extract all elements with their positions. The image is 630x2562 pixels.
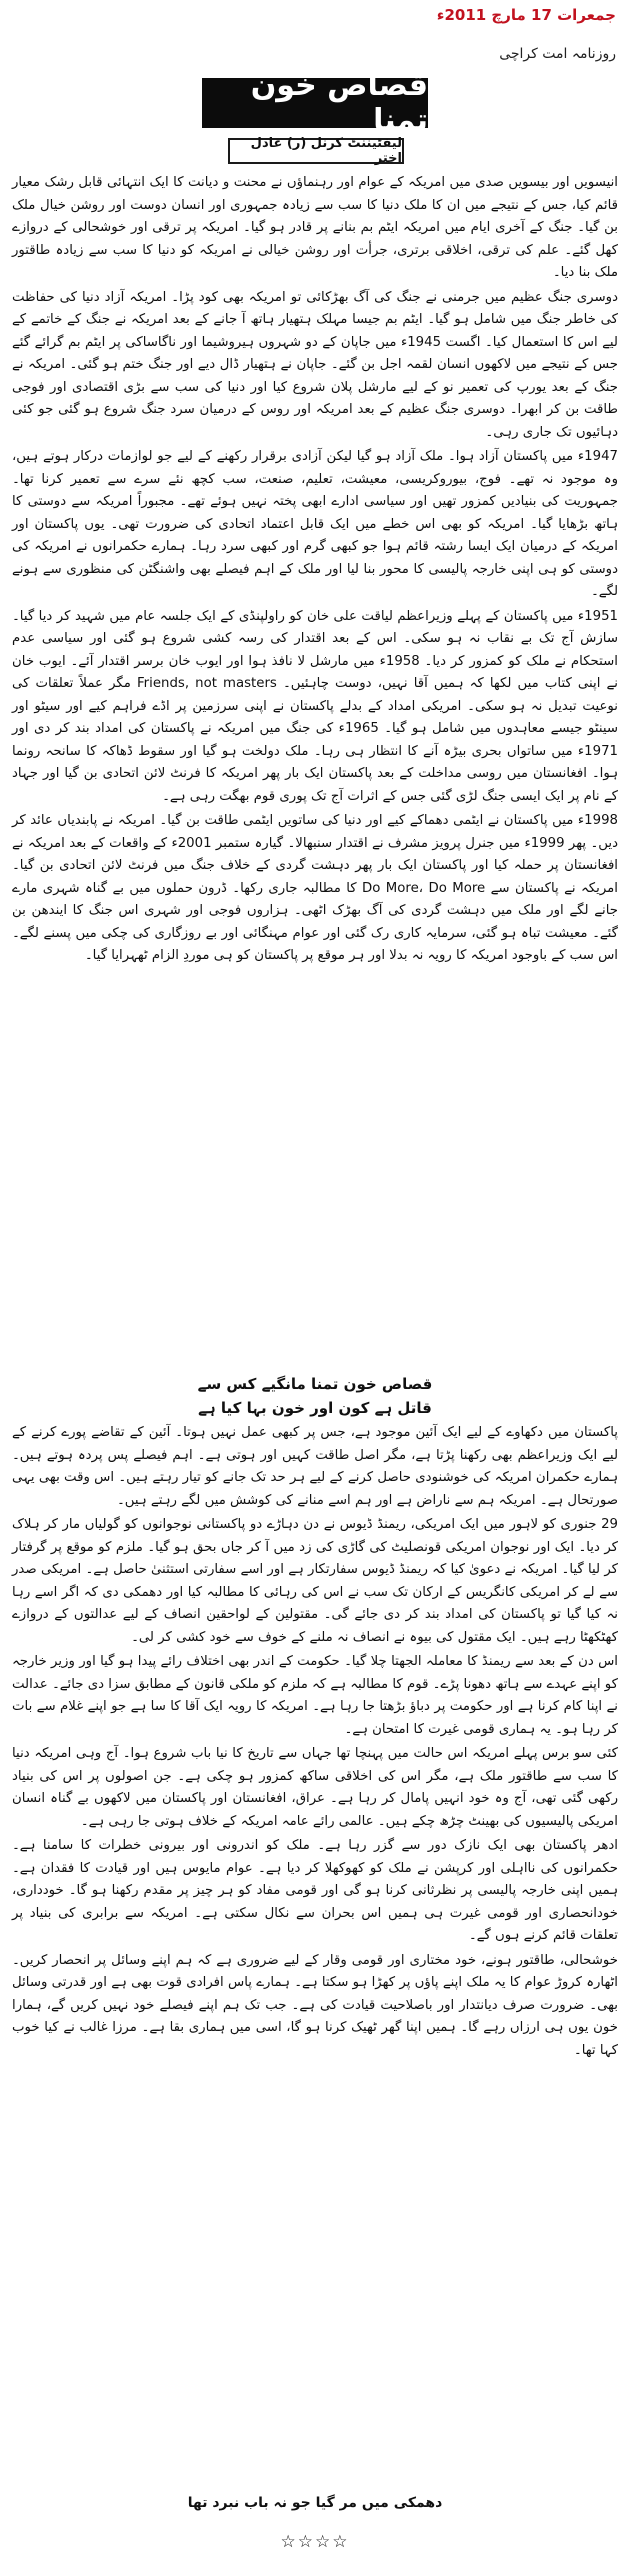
paragraph: کئی سو برس پہلے امریکہ اس حالت میں پہنچا تھا جہاں سے تاریخ کا نیا باب شروع ہوا۔ آج وہی امریکہ دنیا کا سب سے طاقتور ملک ہے، مگر اس کی اخلاقی ساکھ کمزور ہو چکی ہے۔ جن اصولوں پر اس کی بنیاد رکھی گئی تھی، آج وہ خود انہیں پامال کر رہا ہے۔ عراق، افغانستان اور پاکستان میں لاکھوں بے گناہ انسان امریکی پالیسیوں کی بھینٹ چڑھ چکے ہیں۔ عالمی رائے عامہ امریکہ کے خلاف ہوتی جا رہی ہے۔: [12, 1746, 618, 1829]
couplet-line-1: قصاص خون تمنا مانگیے کس سے: [197, 1375, 433, 1393]
newspaper-source: روزنامہ امت کراچی: [499, 46, 616, 62]
end-stars: ☆☆☆☆: [280, 2532, 350, 2552]
publication-date: جمعرات 17 مارچ 2011ء: [436, 6, 616, 24]
paragraph: اس دن کے بعد سے ریمنڈ کا معاملہ الجھتا چلا گیا۔ حکومت کے اندر بھی اختلاف رائے پیدا ہو گیا اور وزیر خارجہ کو اپنے عہدے سے ہاتھ دھونا پڑے۔ قوم کا مطالبہ ہے کہ ملزم کو ملکی قانون کے مطابق سزا دی جائے۔ عدالت نے اپنا کام کرنا ہے اور حکومت پر دباؤ بڑھتا جا رہا ہے۔ امریکہ کا رویہ ایک آقا کا سا ہے جو اپنے غلام سے بات کر رہا ہو۔ یہ ہماری قومی غیرت کا امتحان ہے۔: [12, 1654, 618, 1737]
paragraph: ادھر پاکستان بھی ایک نازک دور سے گزر رہا ہے۔ ملک کو اندرونی اور بیرونی خطرات کا سامنا ہے۔ حکمرانوں کی نااہلی اور کرپشن نے ملک کو کھوکھلا کر دیا ہے۔ عوام مایوس ہیں اور قیادت کا فقدان ہے۔ ہمیں اپنی خارجہ پالیسی پر نظرثانی کرنا ہو گی اور قومی مفاد کو ہر چیز پر مقدم رکھنا ہو گا۔ خودداری، خودانحصاری اور قومی غیرت ہی ہمیں اس بحران سے نکال سکتی ہے۔ امریکہ سے برابری کی بنیاد پر تعلقات قائم کرنے ہوں گے۔: [12, 1838, 618, 1943]
closing-couplet: دھمکی میں مر گیا جو نہ باب نبرد تھا: [187, 2495, 443, 2511]
article-author: [228, 138, 404, 164]
paragraph: دوسری جنگ عظیم میں جرمنی نے جنگ کی آگ بھڑکائی تو امریکہ بھی کود پڑا۔ امریکہ آزاد دنیا کی حفاظت کی خاطر جنگ میں شامل ہو گیا۔ ایٹم بم جیسا مہلک ہتھیار ہاتھ آ جانے کے بعد امریکہ نے جنگ کے خاتمے کے لیے اس کا استعمال کیا۔ اگست 1945ء میں جاپان کے دو شہروں ہیروشیما اور ناگاساکی پر ایٹم بم گرائے گئے جس کے نتیجے میں لاکھوں انسان لقمہ اجل بن گئے۔ جاپان نے ہتھیار ڈال دیے اور جنگ ختم ہو گئی۔ امریکہ نے جنگ کے بعد یورپ کی تعمیر نو کے لیے مارشل پلان شروع کیا اور دنیا کی سب سے بڑی اقتصادی اور فوجی طاقت بن کر ابھرا۔ دوسری جنگ عظیم کے بعد امریکہ اور روس کے درمیان سرد جنگ شروع ہو گئی جو کئی دہائیوں تک جاری رہی۔: [12, 289, 618, 440]
paragraph: 1998ء میں پاکستان نے ایٹمی دھماکے کیے اور دنیا کی ساتویں ایٹمی طاقت بن گیا۔ امریکہ نے پابندیاں عائد کر دیں۔ پھر 1999ء میں جنرل پرویز مشرف نے اقتدار سنبھالا۔ گیارہ ستمبر 2001ء کے واقعات کے بعد امریکہ نے افغانستان پر حملہ کیا اور پاکستان ایک بار پھر دہشت گردی کے خلاف جنگ میں فرنٹ لائن اتحادی بن گیا۔ امریکہ نے پاکستان سے Do More، Do More کا مطالبہ جاری رکھا۔ ڈرون حملوں میں بے گناہ شہری مارے جانے لگے اور ملک میں دہشت گردی کی آگ بھڑک اٹھی۔ ہزاروں فوجی اور شہری اس جنگ کا ایندھن بن گئے۔ معیشت تباہ ہو گئی، سرمایہ کاری رک گئی اور عوام مہنگائی اور بے روزگاری کی چکی میں پسنے لگے۔ اس سب کے باوجود امریکہ کا رویہ نہ بدلا اور ہر موقع پر پاکستان کو ہی موردِ الزام ٹھہرایا گیا۔: [12, 813, 618, 963]
paragraph: خوشحالی، طاقتور ہونے، خود مختاری اور قومی وقار کے لیے ضروری ہے کہ ہم اپنے وسائل پر انحصار کریں۔ اٹھارہ کروڑ عوام کا یہ ملک اپنے پاؤں پر کھڑا ہو سکتا ہے۔ ہمارے پاس افرادی قوت بھی ہے اور قدرتی وسائل بھی۔ ضرورت صرف دیانتدار اور باصلاحیت قیادت کی ہے۔ جب تک ہم اپنے فیصلے خود نہیں کریں گے، ہمارا خون یوں ہی ارزاں رہے گا۔ ہمیں اپنا گھر ٹھیک کرنا ہو گا، اسی میں ہماری بقا ہے۔ مرزا غالب نے کیا خوب کہا تھا۔: [12, 1952, 618, 2058]
article-title-text: قصاص خون تمنا: [250, 68, 428, 138]
couplet-line-2: قاتل ہے کون اور خون بہا کیا ہے: [198, 1399, 432, 1417]
article-body-part1: [12, 172, 618, 970]
article-author-text: لیفٹیننٹ کرنل (ر) عادل اختر: [250, 136, 402, 166]
article-title: [202, 68, 428, 138]
paragraph: پاکستان میں دکھاوے کے لیے ایک آئین موجود ہے، جس پر کبھی عمل نہیں ہوتا۔ آئین کے تقاضے پورے کرنے کے لیے ایک وزیراعظم بھی رکھنا پڑتا ہے، مگر اصل طاقت کہیں اور ہوتی ہے۔ اہم فیصلے پس پردہ ہوتے ہیں۔ ہمارے حکمران امریکہ کی خوشنودی حاصل کرنے کے لیے ہر حد تک جانے کو تیار رہتے ہیں۔ اس وقت بھی یہی صورتحال ہے۔ امریکہ ہم سے ناراض ہے اور ہم اسے منانے کی کوشش میں لگے رہتے ہیں۔: [12, 1425, 618, 1508]
poetry-couplet: [80, 1372, 550, 1420]
article-body-part2: [12, 1422, 618, 2064]
paragraph: 29 جنوری کو لاہور میں ایک امریکی، ریمنڈ ڈیوس نے دن دہاڑے دو پاکستانی نوجوانوں کو گولیاں مار کر ہلاک کر دیا۔ ایک اور نوجوان امریکی قونصلیٹ کی گاڑی کی زد میں آ کر جاں بحق ہو گیا۔ ملزم کو موقع پر گرفتار کر لیا گیا۔ امریکہ نے دعویٰ کیا کہ ریمنڈ ڈیوس سفارتکار ہے اور اسے سفارتی استثنیٰ حاصل ہے۔ امریکی صدر سے لے کر امریکی کانگریس کے ارکان تک سب نے اس کی رہائی کا مطالبہ کیا اور دھمکی دی کہ اگر اسے رہا نہ کیا گیا تو پاکستان کی امداد بند کر دی جائے گی۔ مقتولین کے لواحقین انصاف کے لیے عدالتوں کے دروازے کھٹکھٹا رہے ہیں۔ ایک مقتول کی بیوہ نے انصاف نہ ملنے کے خوف سے خود کشی کر لی۔: [12, 1517, 618, 1645]
paragraph: 1951ء میں پاکستان کے پہلے وزیراعظم لیاقت علی خان کو راولپنڈی کے ایک جلسہ عام میں شہید کر دیا گیا۔ سازش آج تک بے نقاب نہ ہو سکی۔ اس کے بعد اقتدار کی رسہ کشی شروع ہو گئی اور سیاسی عدم استحکام نے ملک کو کمزور کر دیا۔ 1958ء میں مارشل لا نافذ ہوا اور ایوب خان برسر اقتدار آئے۔ ایوب خان نے اپنی کتاب میں لکھا کہ ہمیں آقا نہیں، دوست چاہئیں۔ Friends, not masters مگر عملاً تعلقات کی نوعیت تبدیل نہ ہو سکی۔ امریکی امداد کے بدلے پاکستان نے اپنی سرزمین پر اڈے فراہم کیے اور سیٹو اور سینٹو جیسے معاہدوں میں شامل ہو گیا۔ 1965ء کی جنگ میں امریکہ نے پاکستان کی امداد بند کر دی اور 1971ء میں ساتواں بحری بیڑہ آنے کا انتظار ہی رہا۔ ملک دولخت ہو گیا اور سقوط ڈھاکہ کا سانحہ رونما ہوا۔ افغانستان میں روسی مداخلت کے بعد پاکستان ایک بار پھر امریکہ کا فرنٹ لائن اتحادی بن گیا اور جہاد کے نام پر ایک ایسی جنگ لڑی گئی جس کے اثرات آج تک پوری قوم بھگت رہی ہے۔: [12, 608, 618, 804]
paragraph: انیسویں اور بیسویں صدی میں امریکہ کے عوام اور رہنماؤں نے محنت و دیانت کا ایک انتہائی قابل رشک معیار قائم کیا، جس کے نتیجے میں ان کا ملک دنیا کا سب سے زیادہ جمہوری اور انسان دوست اور روشن خیال ملک بن گیا۔ جنگ کے آخری ایام میں امریکہ ایٹم بم بنانے پر قادر ہو گیا۔ امریکہ پر ترقی اور خوشحالی کے دروازے کھل گئے۔ علم کی ترقی، اخلاقی برتری، جرأت اور روشن خیالی نے امریکہ کو دنیا کا سب سے زیادہ طاقتور ملک بنا دیا۔: [12, 175, 618, 280]
paragraph: 1947ء میں پاکستان آزاد ہوا۔ ملک آزاد ہو گیا لیکن آزادی برقرار رکھنے کے لیے جو لوازمات درکار ہوتے ہیں، وہ موجود نہ تھے۔ فوج، بیوروکریسی، معیشت، تعلیم، صنعت، سب کچھ نئے سرے سے تعمیر کرنا تھا۔ جمہوریت کی بنیادیں کمزور تھیں اور سیاسی ادارے ابھی پختہ نہیں ہوئے تھے۔ مجبوراً امریکہ سے دوستی کا ہاتھ بڑھایا گیا۔ امریکہ کو بھی اس خطے میں ایک قابل اعتماد اتحادی کی ضرورت تھی۔ یوں پاکستان اور امریکہ کے درمیان ایک ایسا رشتہ قائم ہوا جو کبھی گرم اور کبھی سرد رہا۔ ہمارے حکمرانوں نے امریکہ کی دوستی کو ہی اپنی خارجہ پالیسی کا محور بنا لیا اور ملک کے اہم فیصلے بھی واشنگٹن کی منظوری سے ہونے لگے۔: [12, 449, 618, 599]
